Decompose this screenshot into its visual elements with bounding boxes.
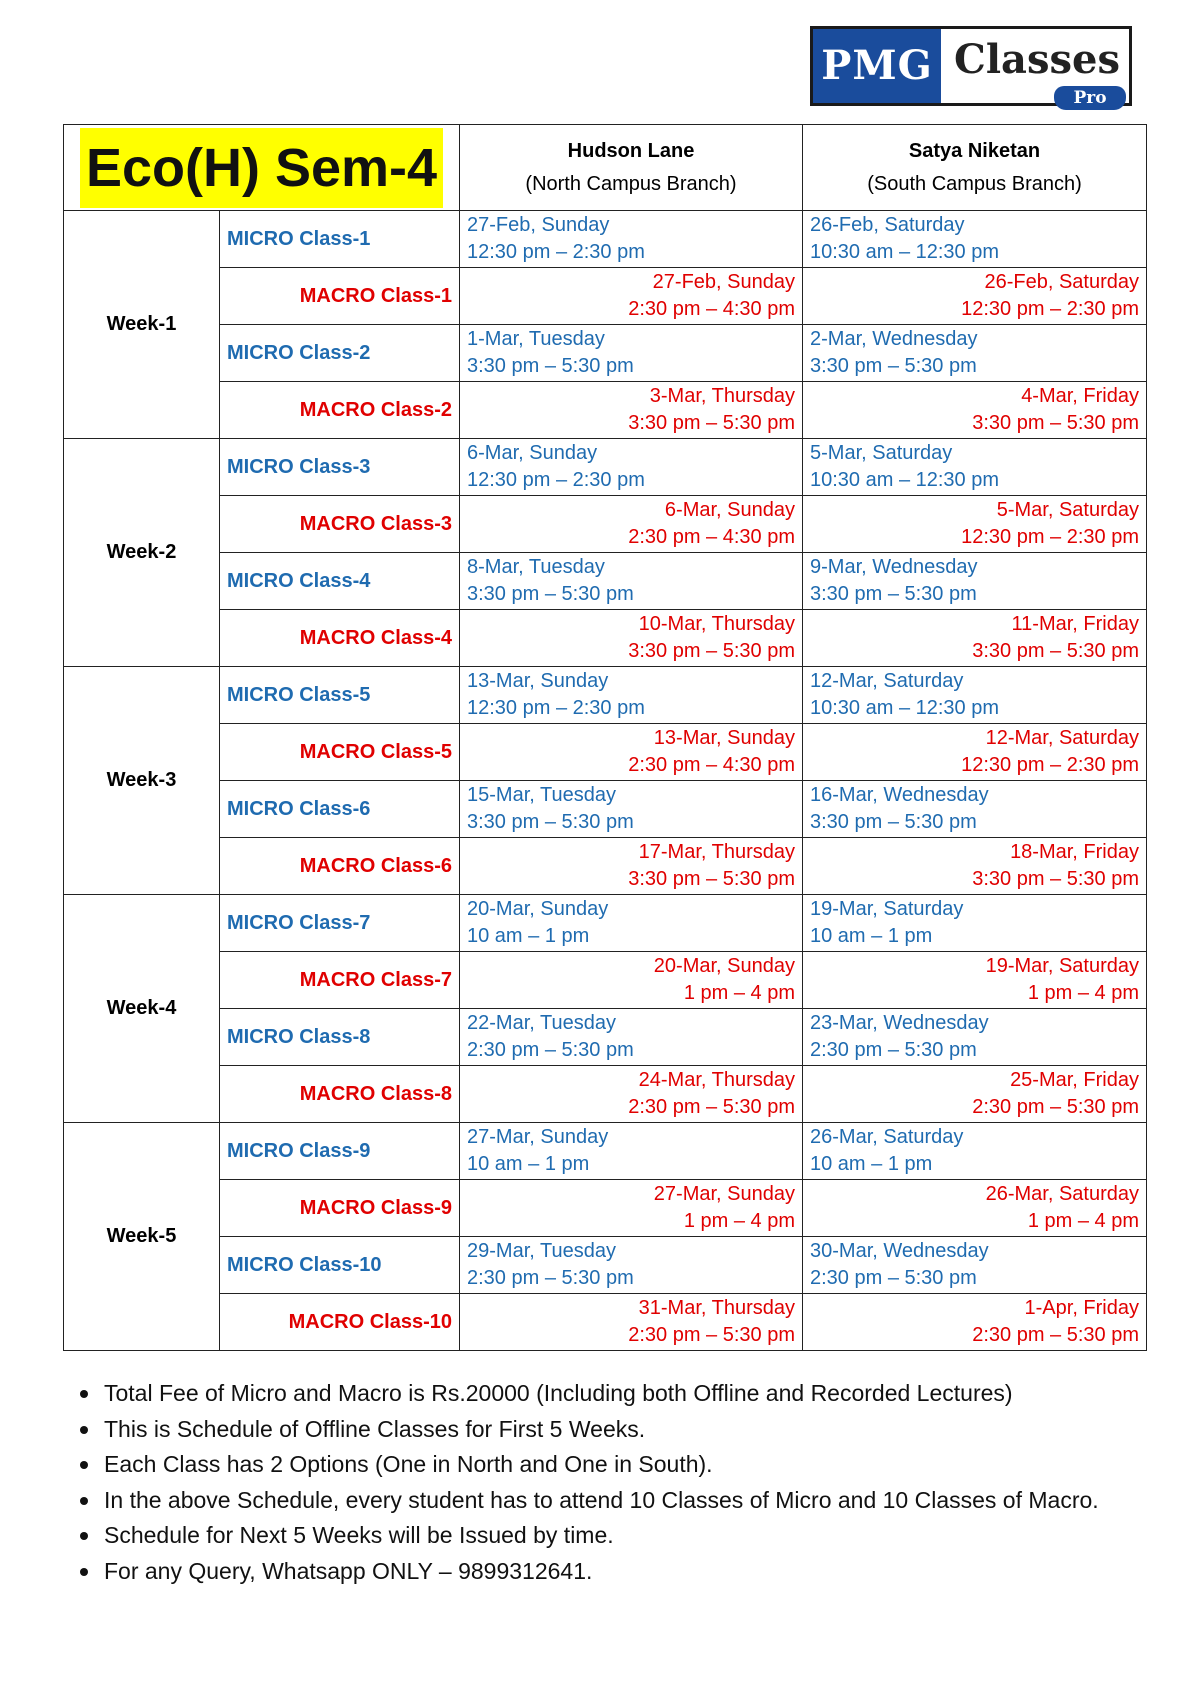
slot-south	[803, 610, 1147, 667]
note-item	[80, 1554, 1160, 1590]
slot-north	[460, 838, 803, 895]
slot-date: 24-Mar, Thursday	[638, 1069, 795, 1091]
slot-date: 11-Mar, Friday	[1011, 613, 1139, 635]
macro-class-label: MACRO Class-6	[220, 838, 460, 895]
slot-south	[803, 781, 1147, 838]
slot-date: 26-Feb, Saturday	[810, 214, 965, 236]
slot-date: 25-Mar, Friday	[1010, 1069, 1139, 1091]
table-row	[64, 382, 1147, 439]
slot-time: 2:30 pm – 5:30 pm	[467, 1267, 634, 1289]
slot-time: 3:30 pm – 5:30 pm	[972, 412, 1139, 434]
slot-date: 6-Mar, Sunday	[664, 499, 795, 521]
bullet-icon	[80, 1390, 88, 1398]
slot-date: 27-Mar, Sunday	[467, 1126, 609, 1148]
slot-date: 27-Mar, Sunday	[653, 1183, 795, 1205]
table-row	[64, 1066, 1147, 1123]
slot-date: 26-Mar, Saturday	[810, 1126, 964, 1148]
slot-time: 3:30 pm – 5:30 pm	[810, 811, 977, 833]
table-row	[64, 895, 1147, 952]
slot-date: 5-Mar, Saturday	[810, 442, 953, 464]
table-row	[64, 496, 1147, 553]
slot-time: 12:30 pm – 2:30 pm	[961, 298, 1139, 320]
macro-class-label: MACRO Class-5	[220, 724, 460, 781]
slot-time: 2:30 pm – 5:30 pm	[628, 1096, 795, 1118]
slot-south	[803, 1009, 1147, 1066]
slot-time: 12:30 pm – 2:30 pm	[467, 469, 645, 491]
logo-classes-text: Classes	[954, 36, 1120, 83]
macro-class-label: MACRO Class-10	[220, 1294, 460, 1351]
branch-header-north	[460, 125, 803, 211]
slot-date: 27-Feb, Sunday	[467, 214, 610, 236]
slot-time: 10:30 am – 12:30 pm	[810, 697, 1000, 719]
table-row	[64, 1294, 1147, 1351]
macro-class-label: MACRO Class-2	[220, 382, 460, 439]
week-label: Week-1	[64, 211, 220, 439]
page-title: Eco(H) Sem-4	[80, 128, 443, 208]
note-text: This is Schedule of Offline Classes for First 5 Weeks.	[104, 1415, 646, 1442]
slot-date: 12-Mar, Saturday	[985, 727, 1139, 749]
slot-north	[460, 439, 803, 496]
slot-date: 13-Mar, Sunday	[653, 727, 795, 749]
slot-south	[803, 325, 1147, 382]
slot-date: 13-Mar, Sunday	[467, 670, 609, 692]
table-row	[64, 1237, 1147, 1294]
table-row	[64, 1009, 1147, 1066]
notes-list	[80, 1376, 1160, 1589]
slot-time: 3:30 pm – 5:30 pm	[810, 583, 977, 605]
table-row	[64, 325, 1147, 382]
slot-time: 12:30 pm – 2:30 pm	[961, 526, 1139, 548]
macro-class-label: MACRO Class-1	[220, 268, 460, 325]
slot-time: 2:30 pm – 4:30 pm	[628, 526, 795, 548]
logo-pro-badge: Pro	[1054, 86, 1126, 110]
slot-date: 22-Mar, Tuesday	[467, 1012, 616, 1034]
table-row	[64, 781, 1147, 838]
table-row	[64, 610, 1147, 667]
slot-date: 8-Mar, Tuesday	[467, 556, 605, 578]
slot-south	[803, 553, 1147, 610]
slot-south	[803, 952, 1147, 1009]
bullet-icon	[80, 1532, 88, 1540]
slot-time: 2:30 pm – 5:30 pm	[972, 1324, 1139, 1346]
slot-south	[803, 1066, 1147, 1123]
slot-date: 9-Mar, Wednesday	[810, 556, 978, 578]
slot-date: 1-Mar, Tuesday	[467, 328, 605, 350]
note-item	[80, 1376, 1160, 1412]
micro-class-label: MICRO Class-2	[220, 325, 460, 382]
week-label: Week-3	[64, 667, 220, 895]
table-row	[64, 268, 1147, 325]
slot-date: 4-Mar, Friday	[1021, 385, 1139, 407]
slot-north	[460, 496, 803, 553]
slot-date: 10-Mar, Thursday	[638, 613, 795, 635]
slot-south	[803, 1237, 1147, 1294]
slot-time: 3:30 pm – 5:30 pm	[467, 811, 634, 833]
slot-date: 17-Mar, Thursday	[638, 841, 795, 863]
slot-date: 2-Mar, Wednesday	[810, 328, 978, 350]
slot-time: 2:30 pm – 5:30 pm	[467, 1039, 634, 1061]
macro-class-label: MACRO Class-4	[220, 610, 460, 667]
slot-time: 3:30 pm – 5:30 pm	[972, 868, 1139, 890]
slot-time: 3:30 pm – 5:30 pm	[628, 868, 795, 890]
note-item	[80, 1518, 1160, 1554]
table-row	[64, 1123, 1147, 1180]
bullet-icon	[80, 1568, 88, 1576]
slot-north	[460, 781, 803, 838]
slot-date: 18-Mar, Friday	[1010, 841, 1139, 863]
slot-date: 27-Feb, Sunday	[652, 271, 795, 293]
slot-date: 3-Mar, Thursday	[649, 385, 795, 407]
slot-time: 1 pm – 4 pm	[1027, 982, 1139, 1004]
slot-date: 20-Mar, Sunday	[653, 955, 795, 977]
slot-date: 19-Mar, Saturday	[985, 955, 1139, 977]
micro-class-label: MICRO Class-7	[220, 895, 460, 952]
slot-time: 3:30 pm – 5:30 pm	[467, 355, 634, 377]
table-row	[64, 439, 1147, 496]
micro-class-label: MICRO Class-5	[220, 667, 460, 724]
macro-class-label: MACRO Class-3	[220, 496, 460, 553]
slot-south	[803, 1123, 1147, 1180]
slot-date: 30-Mar, Wednesday	[810, 1240, 989, 1262]
table-row	[64, 724, 1147, 781]
slot-north	[460, 382, 803, 439]
slot-south	[803, 895, 1147, 952]
micro-class-label: MICRO Class-3	[220, 439, 460, 496]
slot-north	[460, 1237, 803, 1294]
slot-date: 19-Mar, Saturday	[810, 898, 964, 920]
slot-time: 2:30 pm – 5:30 pm	[972, 1096, 1139, 1118]
slot-date: 31-Mar, Thursday	[638, 1297, 795, 1319]
table-row	[64, 667, 1147, 724]
note-item	[80, 1483, 1160, 1519]
micro-class-label: MICRO Class-10	[220, 1237, 460, 1294]
slot-time: 10:30 am – 12:30 pm	[810, 241, 1000, 263]
week-label: Week-4	[64, 895, 220, 1123]
slot-south	[803, 724, 1147, 781]
slot-time: 2:30 pm – 4:30 pm	[628, 298, 795, 320]
pmg-classes-logo	[810, 26, 1132, 106]
table-row	[64, 838, 1147, 895]
slot-time: 12:30 pm – 2:30 pm	[467, 241, 645, 263]
slot-south	[803, 211, 1147, 268]
slot-date: 6-Mar, Sunday	[467, 442, 598, 464]
slot-time: 3:30 pm – 5:30 pm	[628, 412, 795, 434]
slot-time: 1 pm – 4 pm	[1027, 1210, 1139, 1232]
macro-class-label: MACRO Class-9	[220, 1180, 460, 1237]
slot-south	[803, 1180, 1147, 1237]
branch-subtitle: (North Campus Branch)	[525, 172, 737, 195]
slot-south	[803, 439, 1147, 496]
slot-date: 12-Mar, Saturday	[810, 670, 964, 692]
slot-time: 2:30 pm – 5:30 pm	[810, 1267, 977, 1289]
branch-name: Hudson Lane	[567, 139, 695, 162]
micro-class-label: MICRO Class-9	[220, 1123, 460, 1180]
micro-class-label: MICRO Class-8	[220, 1009, 460, 1066]
table-row	[64, 952, 1147, 1009]
slot-time: 3:30 pm – 5:30 pm	[628, 640, 795, 662]
slot-north	[460, 553, 803, 610]
slot-time: 12:30 pm – 2:30 pm	[961, 754, 1139, 776]
branch-subtitle: (South Campus Branch)	[867, 172, 1082, 195]
slot-time: 1 pm – 4 pm	[683, 1210, 795, 1232]
slot-date: 1-Apr, Friday	[1024, 1297, 1139, 1319]
slot-time: 10 am – 1 pm	[810, 925, 933, 947]
slot-north	[460, 268, 803, 325]
note-text: In the above Schedule, every student has to attend 10 Classes of Micro and 10 Classes of Macro.	[104, 1486, 1099, 1513]
slot-date: 26-Feb, Saturday	[984, 271, 1139, 293]
slot-time: 3:30 pm – 5:30 pm	[810, 355, 977, 377]
slot-south	[803, 496, 1147, 553]
slot-north	[460, 895, 803, 952]
slot-time: 10:30 am – 12:30 pm	[810, 469, 1000, 491]
bullet-icon	[80, 1461, 88, 1469]
slot-north	[460, 1180, 803, 1237]
week-label: Week-2	[64, 439, 220, 667]
title-cell	[64, 125, 460, 211]
slot-south	[803, 1294, 1147, 1351]
slot-south	[803, 268, 1147, 325]
macro-class-label: MACRO Class-7	[220, 952, 460, 1009]
slot-date: 20-Mar, Sunday	[467, 898, 609, 920]
slot-south	[803, 382, 1147, 439]
note-item	[80, 1447, 1160, 1483]
bullet-icon	[80, 1497, 88, 1505]
slot-time: 3:30 pm – 5:30 pm	[467, 583, 634, 605]
slot-time: 2:30 pm – 4:30 pm	[628, 754, 795, 776]
week-label: Week-5	[64, 1123, 220, 1351]
slot-north	[460, 724, 803, 781]
slot-date: 26-Mar, Saturday	[985, 1183, 1139, 1205]
slot-north	[460, 211, 803, 268]
note-text: Each Class has 2 Options (One in North and One in South).	[104, 1451, 713, 1477]
schedule-table	[63, 124, 1147, 1351]
bullet-icon	[80, 1426, 88, 1434]
branch-name: Satya Niketan	[908, 139, 1041, 162]
slot-time: 12:30 pm – 2:30 pm	[467, 697, 645, 719]
table-row	[64, 553, 1147, 610]
note-text: Schedule for Next 5 Weeks will be Issued by time.	[104, 1522, 614, 1548]
slot-date: 16-Mar, Wednesday	[810, 784, 989, 806]
slot-time: 3:30 pm – 5:30 pm	[972, 640, 1139, 662]
branch-header-south	[803, 125, 1147, 211]
slot-time: 10 am – 1 pm	[467, 925, 590, 947]
micro-class-label: MICRO Class-6	[220, 781, 460, 838]
slot-south	[803, 667, 1147, 724]
micro-class-label: MICRO Class-4	[220, 553, 460, 610]
macro-class-label: MACRO Class-8	[220, 1066, 460, 1123]
slot-north	[460, 1066, 803, 1123]
slot-time: 1 pm – 4 pm	[683, 982, 795, 1004]
note-text: For any Query, Whatsapp ONLY – 9899312641.	[104, 1557, 593, 1584]
slot-north	[460, 952, 803, 1009]
logo-pmg-text: PMG	[813, 29, 941, 103]
slot-time: 10 am – 1 pm	[467, 1153, 590, 1175]
slot-north	[460, 1123, 803, 1180]
slot-time: 10 am – 1 pm	[810, 1153, 933, 1175]
slot-date: 5-Mar, Saturday	[996, 499, 1139, 521]
table-row	[64, 1180, 1147, 1237]
slot-date: 29-Mar, Tuesday	[467, 1240, 616, 1262]
slot-time: 2:30 pm – 5:30 pm	[810, 1039, 977, 1061]
slot-north	[460, 1294, 803, 1351]
slot-time: 2:30 pm – 5:30 pm	[628, 1324, 795, 1346]
micro-class-label: MICRO Class-1	[220, 211, 460, 268]
slot-north	[460, 667, 803, 724]
slot-north	[460, 610, 803, 667]
note-item	[80, 1412, 1160, 1448]
slot-south	[803, 838, 1147, 895]
slot-date: 23-Mar, Wednesday	[810, 1012, 989, 1034]
note-text: Total Fee of Micro and Macro is Rs.20000 (Including both Offline and Recorded Lectures)	[104, 1380, 1013, 1406]
header-row	[64, 125, 1147, 211]
slot-date: 15-Mar, Tuesday	[467, 784, 616, 806]
slot-north	[460, 325, 803, 382]
table-row	[64, 211, 1147, 268]
slot-north	[460, 1009, 803, 1066]
